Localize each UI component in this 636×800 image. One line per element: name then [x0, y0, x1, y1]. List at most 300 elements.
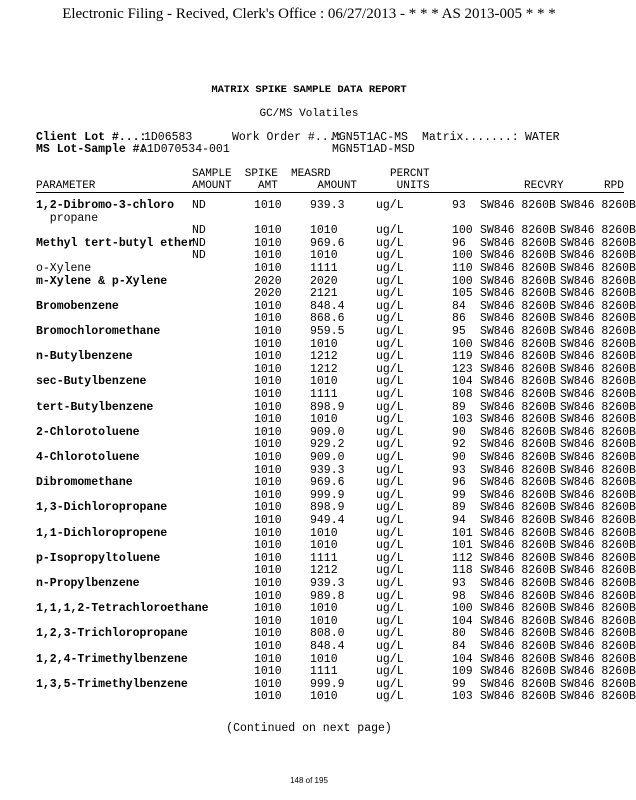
table-row: [0, 640, 636, 653]
table-row: [0, 350, 636, 364]
work-order-label: Work Order #...:: [232, 131, 343, 144]
cell-name: sec-Butylbenzene: [36, 375, 147, 389]
cell-meas: 1111: [310, 262, 338, 275]
column-parameter: PARAMETER: [36, 180, 96, 192]
cell-pct: 89: [452, 501, 466, 515]
cell-method: SW846 8260B: [480, 640, 556, 653]
cell-units: ug/L: [376, 488, 404, 502]
cell-pct: 100: [452, 249, 473, 263]
cell-pct: 100: [452, 602, 473, 616]
cell-method2: SW846 8260B: [560, 539, 636, 553]
cell-pct: 92: [452, 438, 466, 452]
table-row: [0, 577, 636, 590]
table-row: [0, 451, 636, 464]
cell-method2: SW846 8260B: [560, 325, 636, 338]
table-row: [0, 652, 636, 666]
cell-method2: SW846 8260B: [560, 425, 636, 439]
cell-meas: 1111: [310, 551, 338, 565]
efiling-header: Electronic Filing - Recived, Clerk's Office : 06/27/2013 - * * * AS 2013-005 * * *: [62, 6, 556, 22]
cell-method: SW846 8260B: [480, 551, 556, 565]
cell-pct: 94: [452, 514, 466, 527]
cell-pct: 98: [452, 589, 466, 603]
cell-meas: 949.4: [310, 514, 345, 527]
cell-units: ug/L: [376, 262, 404, 275]
cell-meas: 1010: [310, 539, 338, 553]
cell-spike: 1010: [254, 451, 282, 464]
cell-method2: SW846 8260B: [560, 438, 636, 452]
cell-method2: SW846 8260B: [560, 362, 636, 376]
cell-pct: 109: [452, 665, 473, 679]
cell-spike: 1010: [254, 262, 282, 275]
cell-method2: SW846 8260B: [560, 551, 636, 565]
column-recvry: RECVRY: [524, 180, 564, 192]
cell-units: ug/L: [376, 627, 404, 641]
cell-method: SW846 8260B: [480, 526, 556, 540]
cell-units: ug/L: [376, 287, 404, 301]
cell-pct: 99: [452, 677, 466, 691]
cell-pct: 99: [452, 488, 466, 502]
cell-spike: 1010: [254, 614, 282, 628]
cell-units: ug/L: [376, 501, 404, 515]
table-row: [0, 413, 636, 427]
cell-units: ug/L: [376, 614, 404, 628]
cell-method2: SW846 8260B: [560, 312, 636, 326]
cell-units: ug/L: [376, 514, 404, 527]
cell-units: ug/L: [376, 236, 404, 250]
table-row: [0, 224, 636, 238]
cell-pct: 104: [452, 614, 473, 628]
work-order-value: MGN5T1AC-MS: [332, 131, 408, 144]
cell-units: ug/L: [376, 564, 404, 578]
cell-units: ug/L: [376, 690, 404, 704]
cell-method: SW846 8260B: [480, 425, 556, 439]
cell-method: SW846 8260B: [480, 236, 556, 250]
cell-pct: 104: [452, 652, 473, 666]
cell-method2: SW846 8260B: [560, 413, 636, 427]
cell-name: Dibromomethane: [36, 476, 133, 490]
cell-method2: SW846 8260B: [560, 337, 636, 351]
cell-spike: 1010: [254, 589, 282, 603]
ms-lot-value: A1D070534-001: [140, 143, 230, 156]
cell-spike: 1010: [254, 488, 282, 502]
column-header-row2: AMOUNT AMT AMOUNT UNITS: [192, 180, 430, 192]
cell-spike: 1010: [254, 388, 282, 401]
cell-method: SW846 8260B: [480, 627, 556, 641]
cell-units: ug/L: [376, 652, 404, 666]
cell-pct: 112: [452, 551, 473, 565]
cell-pct: 119: [452, 350, 473, 364]
cell-method2: SW846 8260B: [560, 400, 636, 414]
cell-method: SW846 8260B: [480, 614, 556, 628]
cell-method2: SW846 8260B: [560, 501, 636, 515]
cell-pct: 84: [452, 640, 466, 653]
cell-method2: SW846 8260B: [560, 299, 636, 313]
cell-meas: 1010: [310, 224, 338, 238]
cell-meas: 898.9: [310, 501, 345, 515]
cell-name: n-Propylbenzene: [36, 577, 140, 590]
cell-pct: 93: [452, 199, 466, 212]
table-row: [0, 325, 636, 338]
cell-method2: SW846 8260B: [560, 451, 636, 464]
matrix-value: WATER: [525, 131, 560, 144]
cell-meas: 1010: [310, 249, 338, 263]
cell-name: p-Isopropyltoluene: [36, 551, 161, 565]
cell-meas: 1010: [310, 526, 338, 540]
cell-meas: 909.0: [310, 425, 345, 439]
cell-name: 1,2-Dibromo-3-chloro: [36, 199, 175, 212]
cell-method2: SW846 8260B: [560, 463, 636, 477]
cell-meas: 1010: [310, 413, 338, 427]
cell-name: 1,1,1,2-Tetrachloroethane: [36, 602, 209, 616]
table-row: [0, 213, 618, 224]
cell-method2: SW846 8260B: [560, 476, 636, 490]
cell-spike: 1010: [254, 236, 282, 250]
cell-spike: 1010: [254, 526, 282, 540]
cell-method2: SW846 8260B: [560, 690, 636, 704]
cell-name: Bromobenzene: [36, 299, 119, 313]
continued-note: (Continued on next page): [226, 722, 392, 735]
cell-method: SW846 8260B: [480, 463, 556, 477]
cell-meas: 2121: [310, 287, 338, 301]
cell-units: ug/L: [376, 640, 404, 653]
cell-method: SW846 8260B: [480, 249, 556, 263]
cell-method: SW846 8260B: [480, 350, 556, 364]
cell-units: ug/L: [376, 677, 404, 691]
cell-method2: SW846 8260B: [560, 640, 636, 653]
table-row: [0, 274, 636, 288]
cell-method2: SW846 8260B: [560, 589, 636, 603]
cell-method: SW846 8260B: [480, 690, 556, 704]
column-header-row1: SAMPLE SPIKE MEASRD PERCNT: [192, 168, 430, 180]
cell-method2: SW846 8260B: [560, 602, 636, 616]
cell-spike: 1010: [254, 400, 282, 414]
cell-spike: 1010: [254, 249, 282, 263]
cell-pct: 86: [452, 312, 466, 326]
cell-spike: 1010: [254, 690, 282, 704]
cell-meas: 1010: [310, 375, 338, 389]
page-number: 148 of 195: [290, 776, 328, 785]
table-row: [0, 488, 636, 502]
cell-pct: 105: [452, 287, 473, 301]
cell-spike: 1010: [254, 665, 282, 679]
cell-name: m-Xylene & p-Xylene: [36, 274, 168, 288]
cell-pct: 93: [452, 463, 466, 477]
table-row: [0, 677, 636, 691]
cell-units: ug/L: [376, 388, 404, 401]
cell-name: 1,1-Dichloropropene: [36, 526, 168, 540]
cell-name: 1,3,5-Trimethylbenzene: [36, 677, 188, 691]
cell-meas: 898.9: [310, 400, 345, 414]
cell-spike: 1010: [254, 577, 282, 590]
cell-method2: SW846 8260B: [560, 665, 636, 679]
table-row: [0, 287, 636, 301]
cell-units: ug/L: [376, 602, 404, 616]
cell-sample: ND: [192, 249, 206, 263]
cell-units: ug/L: [376, 539, 404, 553]
cell-meas: 1212: [310, 362, 338, 376]
cell-spike: 1010: [254, 539, 282, 553]
report-subtitle: GC/MS Volatiles: [259, 108, 359, 120]
cell-meas: 848.4: [310, 640, 345, 653]
cell-method2: SW846 8260B: [560, 677, 636, 691]
cell-units: ug/L: [376, 589, 404, 603]
cell-spike: 1010: [254, 514, 282, 527]
cell-method2: SW846 8260B: [560, 287, 636, 301]
cell-spike: 1010: [254, 375, 282, 389]
cell-spike: 1010: [254, 337, 282, 351]
cell-units: ug/L: [376, 438, 404, 452]
cell-method: SW846 8260B: [480, 337, 556, 351]
cell-meas: 999.9: [310, 677, 345, 691]
table-row: [0, 337, 636, 351]
table-row: [0, 501, 636, 515]
table-row: [0, 425, 636, 439]
cell-units: ug/L: [376, 224, 404, 238]
cell-units: ug/L: [376, 375, 404, 389]
table-row: [0, 514, 636, 527]
cell-meas: 1111: [310, 665, 338, 679]
cell-pct: 84: [452, 299, 466, 313]
table-row: [0, 299, 636, 313]
cell-method: SW846 8260B: [480, 362, 556, 376]
cell-meas: 848.4: [310, 299, 345, 313]
cell-name: 1,2,4-Trimethylbenzene: [36, 652, 188, 666]
cell-name: o-Xylene: [36, 262, 92, 275]
cell-meas: 1010: [310, 602, 338, 616]
table-row: [0, 665, 636, 679]
cell-spike: 1010: [254, 299, 282, 313]
cell-method: SW846 8260B: [480, 274, 556, 288]
cell-units: ug/L: [376, 413, 404, 427]
cell-method: SW846 8260B: [480, 375, 556, 389]
cell-spike: 1010: [254, 627, 282, 641]
client-lot-value: 1D06583: [144, 131, 193, 144]
cell-pct: 123: [452, 362, 473, 376]
cell-pct: 96: [452, 236, 466, 250]
cell-spike: 1010: [254, 551, 282, 565]
cell-method2: SW846 8260B: [560, 388, 636, 401]
cell-pct: 101: [452, 539, 473, 553]
cell-spike: 1010: [254, 413, 282, 427]
cell-spike: 1010: [254, 652, 282, 666]
cell-name: Bromochloromethane: [36, 325, 161, 338]
cell-units: ug/L: [376, 350, 404, 364]
cell-pct: 110: [452, 262, 473, 275]
cell-spike: 1010: [254, 312, 282, 326]
cell-method: SW846 8260B: [480, 677, 556, 691]
cell-units: ug/L: [376, 463, 404, 477]
cell-method: SW846 8260B: [480, 652, 556, 666]
table-row: [0, 362, 636, 376]
column-rpd: RPD: [604, 180, 624, 192]
table-row: [0, 539, 636, 553]
cell-method: SW846 8260B: [480, 476, 556, 490]
cell-units: ug/L: [376, 476, 404, 490]
cell-pct: 95: [452, 325, 466, 338]
table-row: [0, 476, 636, 490]
cell-method: SW846 8260B: [480, 501, 556, 515]
cell-units: ug/L: [376, 312, 404, 326]
cell-method2: SW846 8260B: [560, 627, 636, 641]
table-row: [0, 463, 636, 477]
cell-method2: SW846 8260B: [560, 199, 636, 212]
cell-spike: 1010: [254, 362, 282, 376]
cell-meas: 2020: [310, 274, 338, 288]
cell-sample: ND: [192, 199, 206, 212]
cell-method: SW846 8260B: [480, 577, 556, 590]
cell-meas: 1212: [310, 350, 338, 364]
cell-meas: 929.2: [310, 438, 345, 452]
table-row: [0, 375, 636, 389]
cell-method2: SW846 8260B: [560, 262, 636, 275]
cell-method: SW846 8260B: [480, 438, 556, 452]
cell-units: ug/L: [376, 362, 404, 376]
cell-units: ug/L: [376, 425, 404, 439]
table-row: [0, 312, 636, 326]
cell-method: SW846 8260B: [480, 262, 556, 275]
cell-pct: 80: [452, 627, 466, 641]
cell-method: SW846 8260B: [480, 451, 556, 464]
cell-spike: 1010: [254, 640, 282, 653]
cell-name: 1,3-Dichloropropane: [36, 501, 168, 515]
cell-pct: 89: [452, 400, 466, 414]
table-row: [0, 614, 636, 628]
cell-spike: 2020: [254, 287, 282, 301]
cell-units: ug/L: [376, 400, 404, 414]
cell-pct: 118: [452, 564, 473, 578]
cell-units: ug/L: [376, 337, 404, 351]
cell-name: propane: [36, 211, 99, 225]
table-row: [0, 438, 636, 452]
cell-method: SW846 8260B: [480, 602, 556, 616]
cell-method2: SW846 8260B: [560, 236, 636, 250]
cell-pct: 100: [452, 337, 473, 351]
cell-meas: 969.6: [310, 476, 345, 490]
cell-units: ug/L: [376, 274, 404, 288]
cell-name: 4-Chlorotoluene: [36, 451, 140, 464]
cell-pct: 104: [452, 375, 473, 389]
cell-pct: 90: [452, 425, 466, 439]
cell-spike: 1010: [254, 501, 282, 515]
cell-meas: 1010: [310, 652, 338, 666]
cell-meas: 1111: [310, 388, 338, 401]
cell-meas: 1010: [310, 690, 338, 704]
header-rule: [36, 192, 618, 193]
table-row: [0, 627, 636, 641]
cell-units: ug/L: [376, 325, 404, 338]
matrix-label: Matrix.......:: [422, 131, 519, 144]
cell-method: SW846 8260B: [480, 388, 556, 401]
cell-spike: 1010: [254, 350, 282, 364]
cell-name: 2-Chlorotoluene: [36, 425, 140, 439]
cell-method: SW846 8260B: [480, 287, 556, 301]
cell-name: Methyl tert-butyl ether: [36, 236, 195, 250]
cell-spike: 1010: [254, 438, 282, 452]
cell-pct: 100: [452, 274, 473, 288]
cell-meas: 1010: [310, 337, 338, 351]
cell-method2: SW846 8260B: [560, 375, 636, 389]
cell-units: ug/L: [376, 451, 404, 464]
cell-spike: 1010: [254, 476, 282, 490]
cell-meas: 999.9: [310, 488, 345, 502]
cell-meas: 868.6: [310, 312, 345, 326]
cell-method2: SW846 8260B: [560, 514, 636, 527]
cell-method2: SW846 8260B: [560, 224, 636, 238]
cell-meas: 909.0: [310, 451, 345, 464]
cell-meas: 1212: [310, 564, 338, 578]
cell-name: tert-Butylbenzene: [36, 400, 154, 414]
cell-units: ug/L: [376, 299, 404, 313]
cell-meas: 989.8: [310, 589, 345, 603]
report-title: MATRIX SPIKE SAMPLE DATA REPORT: [211, 84, 407, 96]
cell-method2: SW846 8260B: [560, 577, 636, 590]
cell-meas: 1010: [310, 614, 338, 628]
cell-method2: SW846 8260B: [560, 488, 636, 502]
cell-method2: SW846 8260B: [560, 564, 636, 578]
cell-spike: 1010: [254, 463, 282, 477]
cell-units: ug/L: [376, 551, 404, 565]
table-row: [0, 199, 636, 212]
cell-pct: 100: [452, 224, 473, 238]
cell-meas: 939.3: [310, 199, 345, 212]
cell-method: SW846 8260B: [480, 224, 556, 238]
msd-value: MGN5T1AD-MSD: [332, 143, 415, 156]
cell-spike: 1010: [254, 325, 282, 338]
cell-pct: 103: [452, 690, 473, 704]
cell-method: SW846 8260B: [480, 312, 556, 326]
cell-meas: 969.6: [310, 236, 345, 250]
cell-method: SW846 8260B: [480, 199, 556, 212]
cell-method2: SW846 8260B: [560, 249, 636, 263]
cell-units: ug/L: [376, 526, 404, 540]
cell-pct: 93: [452, 577, 466, 590]
cell-meas: 808.0: [310, 627, 345, 641]
cell-meas: 959.5: [310, 325, 345, 338]
cell-method: SW846 8260B: [480, 564, 556, 578]
cell-spike: 2020: [254, 274, 282, 288]
table-row: [0, 388, 636, 401]
cell-sample: ND: [192, 236, 206, 250]
cell-method2: SW846 8260B: [560, 350, 636, 364]
cell-method: SW846 8260B: [480, 539, 556, 553]
cell-pct: 96: [452, 476, 466, 490]
cell-sample: ND: [192, 224, 206, 238]
ms-lot-label: MS Lot-Sample #:: [36, 143, 147, 156]
cell-units: ug/L: [376, 249, 404, 263]
cell-method: SW846 8260B: [480, 589, 556, 603]
table-row: [0, 690, 636, 704]
cell-method2: SW846 8260B: [560, 614, 636, 628]
cell-units: ug/L: [376, 577, 404, 590]
cell-method: SW846 8260B: [480, 514, 556, 527]
table-row: [0, 236, 636, 250]
cell-spike: 1010: [254, 602, 282, 616]
cell-method: SW846 8260B: [480, 299, 556, 313]
cell-units: ug/L: [376, 199, 404, 212]
cell-method: SW846 8260B: [480, 400, 556, 414]
cell-method2: SW846 8260B: [560, 274, 636, 288]
cell-method: SW846 8260B: [480, 665, 556, 679]
table-row: [0, 551, 636, 565]
cell-spike: 1010: [254, 224, 282, 238]
table-row: [0, 262, 636, 275]
table-row: [0, 589, 636, 603]
cell-pct: 103: [452, 413, 473, 427]
cell-spike: 1010: [254, 199, 282, 212]
cell-name: 1,2,3-Trichloropropane: [36, 627, 188, 641]
data-table: [0, 199, 636, 720]
client-lot-label: Client Lot #...:: [36, 131, 147, 144]
